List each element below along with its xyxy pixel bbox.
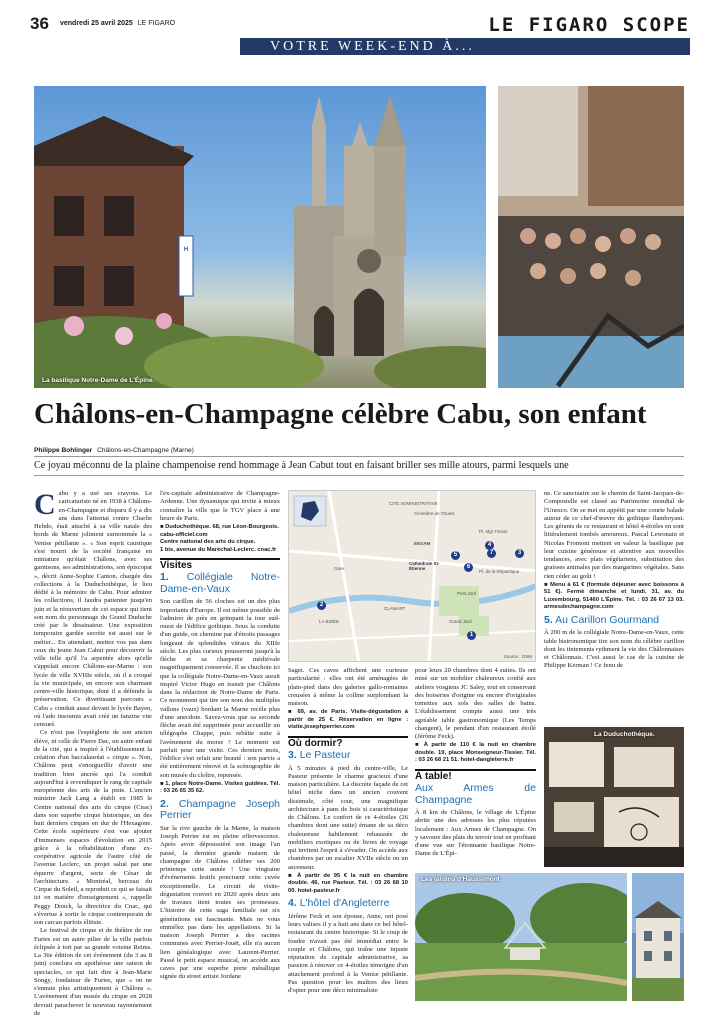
map-label: CITÉ ADMINISTRATIVE [389,501,438,506]
section-3-heading [288,750,408,762]
map-pin-1: 1 [467,631,476,640]
col1-paragraph-1: abu y a usé ses crayons. Le caricaturiste né en 1938 à Châlons-en-Champagne et disparu il y a dix ans dans l'attentat contre Charlie Hebdo, était attaché à sa ville natale des bords de Marne joliment surnommée la « Venise pétillante ». « Son esprit caustique s'est nourri de la société française en miniature qu'était Châlons, avec ses garnisons, ses administrations, son épiscopat », décrit Anne-Sophie Canton, chargée des collections à la Duduchothèque, le lieu dédié à la mémoire de Cabu. Pour admirer les collections, il faudra patienter jusqu'en juin et la réouverture de cet espace qui tient son nom du personnage du Grand Duduche créé par le dessinateur. Une exposition temporaire gardée secrète est aussi sur le métier... En attendant, mettez vos pas dans ceux du jeune Jean Cabut pour découvrir la ville telle qu'il l'a arpentée alors qu'elle s'appelait encore Châlons-sur-Marne : son lycée de ville XVIIIe siècle, où il a croqué la vie municipale, en encore son charmant centre-ville historique, dont il a défendu la préservation. Ce divertissant parcours « Cabu » conduit aussi devant le lycée Bayen, où l'ado insoumis avait créé un fanzine vite censuré. [34,490,152,728]
house-illustration [632,873,684,1001]
map-pin-3: 3 [515,549,524,558]
section-2-text: Sur la rive gauche de la Marne, la maison Joseph Perrier est en pleine effervescence. Après avoir dépoussiéré son image l'an passé, la dernière grande maison de champagne de Châlons célèbre ses 200 printemps cette année ! Une vingtaine d'événements festifs ponctuent cette cuvée exceptionnelle. Le circuit de visite-dégustation rouvert en 2020 après deux ans de travaux tient toutes ses promesses. L'histoire de cette saga familiale sur six générations est fascinante. Mais ne vous emmêlez pas dans les appellations. Si la maison Joseph Perrier a des racines communes avec Perrier-Jouët, elle n'a aucun lien généalogique avec Laurent-Perrier. Passé le petit espace musical, on accède aux caves par une superbe porte métallique signée du street artiste Jordane [160,824,280,981]
page-number: 36 [30,14,49,33]
brand-title: LE FIGARO SCOPE [488,14,690,36]
address-link: cabu-officiel.com [160,531,208,538]
map-pin-7: 7 [487,549,496,558]
duduchotheque-caption: La Duduchothèque. [594,731,655,738]
main-photo-caption: La basilique Notre-Dame de L'Épine. [42,377,155,384]
ou-dormir-kicker: Où dormir? [288,736,408,748]
section-2-heading [160,799,280,822]
col5-paragraph-1: ne. Ce sanctuaire sur le chemin de Saint-Jacques-de-Compostelle est classé au Patrimoine mondial de l'Unesco. On se met en appétit par une courte balade autour de ce chef-d'œuvre du gothique flamboyant. Les gérants de ce restaurant et hôtel 4-étoiles en sont littéralement tombés amoureux. Pascal Lewonain et Nicolas Fromont mettent en valeur la basilique par leur cuisine généreuse et attentive aux nouvelles tendances, avec plats végétariens, substitution des graisses animales par des margarines végétales. Sans rien céder au goût ! [544,490,684,580]
col1-paragraph-3: Le festival de cirque et de théâtre de rue Furies est un autre pilier de la ville parfois éclipsée à tort par sa grande voisine Reims. La 36e édition de cet événement (du 3 au 8 juin) conclura en apothéose une saison de spectacles, ce qui fait dire à Jean-Marie Songy, fondateur de Furies, que « on ne s'ennuie plus artistiquement à Châlons ». L'avènement d'un musée du cirque en 2028 devrait parachever le nouveau rayonnement de [34,927,152,1016]
section-number: 4. [288,897,297,910]
header-band [240,38,690,55]
section-title: Au Carillon Gourmand [555,613,659,626]
section-1-address: ■ 1, place Notre-Dame. Visites guidées. Tél. : 03 26 65 35 62. [160,780,280,795]
paper-name: LE FIGARO [137,20,176,27]
angleterre-address: ■ À partir de 110 € la nuit en chambre double. 19, place Monseigneur-Tissier. Tél. : 03 26 68 21 51. hotel-dangleterre.fr [415,742,536,764]
joseph-perrier-address: ■ 69, av. de Paris. Visite-dégustation à partir de 25 €. Réservation en ligne : visite.josephperrier.com [288,709,408,731]
standfirst: Ce joyau méconnu de la plaine champenoise rend hommage à Jean Cabut tout en faisant briller ses mille atours, parmi lesquels une [34,460,569,471]
date-text: vendredi 25 avril 2025 [60,20,133,27]
map-label: Cimetière de l'Ouest [414,511,455,516]
map-label: CLAMART [384,606,406,611]
city-map [288,490,536,662]
duduchotheque-address [160,524,280,554]
standfirst-rule-bottom [34,475,684,476]
page-header [30,14,690,58]
section-title: Champagne Joseph Perrier [160,797,280,822]
map-label: LA BIDÉE [319,619,340,624]
map-pin-6: 6 [464,563,473,572]
section-number: 5. [544,613,553,626]
section-3-text: À 5 minutes à pied du centre-ville, Le Pasteur présente le charme gracieux d'une maison particulière. La discrète façade de cet hôtel niche dans un ancien couvent dissimule, côté cour, une magnifique architecture à pans de bois si caractéristique de Châlons. Le confort de ce 4-étoiles (26 chambres dont une suite) émane de sa déco chaleureuse habilement rehaussée de mobiliers exotiques ou de livres de voyage qui invitent l'esprit à s'évader. On accède aux chambres par un escalier XVIIe siècle ou un ascenseur. [288,764,408,871]
duduchotheque-photo [544,727,684,867]
section-number: 2. [160,797,169,810]
column-5 [544,490,684,725]
standfirst-rule [34,456,684,457]
byline [34,447,194,454]
jardins-illustration [415,873,627,1001]
section-title: Le Pasteur [299,749,351,761]
col2-paragraph-1: l'ex-capitale administrative de Champagne-Ardenne. Une dynamique qui invite à mieux connaître la ville que le TGV place à une heure de Paris. [160,490,280,522]
house-photo [632,873,684,1001]
map-pin-5: 5 [451,551,460,560]
map-label: Cathédrale St-Étienne [409,561,440,571]
section-4-heading [288,898,408,910]
jardins-photo [415,873,627,1001]
dropcap: C [34,490,56,521]
column-1 [34,490,152,1016]
section-number: 1. [160,571,169,584]
map-label: Grand Jard [449,619,472,624]
basilica-photo [34,86,486,388]
map-drawing [289,491,536,662]
column-2 [160,490,280,1016]
jardins-caption: Les jardins d'Haussimont. [421,876,502,883]
col3-paragraph-1: Saget. Ces caves affichent une curieuse particularité : elles ont été aménagées de plain-pied dans des galeries gallo-romaines creusées à même la colline surplombant la maison. [288,667,408,707]
address-line: ■ Duduchothèque. 68, rue Léon-Bourgeois. [160,524,279,530]
address-line: Centre national des arts du cirque. [160,539,256,545]
col4-paragraph-1: pour leurs 20 chambres dont 4 suites. Ils ont misé sur un mobilier chaleureux confié aux ateliers vosgiens JC Saley, tout en conservant des boiseries d'origine ou encore d'originales tomettes aux sols des salles de bains. L'établissement compte aussi une très agréable table gastronomique (Les Temps changent), le pendant d'un restaurant étoilé (Jérôme Feck). [415,667,536,740]
visites-kicker: Visites [160,558,280,570]
section-3-address: ■ À partir de 95 € la nuit en chambre double. 46, rue Pasteur. Tél. : 03 26 68 10 00. hotel-pasteur.fr [288,872,408,894]
author-name: Philippe Bohlinger [34,447,93,454]
column-4 [415,667,536,872]
author-place: Châlons-en-Champagne (Marne) [97,447,194,454]
armes-champagne-address: ■ Menu à 61 € (formule déjeuner avec boissons à 51 €). Fermé dimanche et lundi. 31, av. du Luxembourg, 51460 L'Épine. Tél. : 03 26 67 13 03. armesdechampagne.com [544,581,684,611]
map-label: Gare [334,566,345,571]
section-number: 3. [288,749,297,761]
band-text: VOTRE WEEK-END À... [270,39,475,54]
circus-photo [498,86,684,388]
map-label: Pl. Mgr Tissier [479,529,508,534]
circus-illustration [498,86,684,388]
duduchotheque-illustration [544,727,684,867]
hotel-sign-letter: H [183,247,189,253]
column-3 [288,667,408,1016]
basilica-illustration [34,86,486,388]
headline: Châlons-en-Champagne célèbre Cabu, son enfant [34,398,647,430]
section-6-heading [544,615,684,627]
section-title: Collégiale Notre-Dame-en-Vaux [160,571,280,595]
map-label: ENSAM [414,541,431,546]
map-label: Pl. de la République [479,569,520,574]
date-line [60,20,175,27]
map-pin-4: 4 [485,541,494,550]
section-title: L'hôtel d'Angleterre [299,897,390,910]
section-1-text: Son carillon de 56 cloches est un des plus importants d'Europe. Il est même possible de l'admirer de près en grimpant la tour sud-ouest de l'édifice gothique. Sous la conduite d'un guide, on chemine par d'étroits passages longeant de splendides vitraux du XIIIe siècle. Les plus curieux pousseront jusqu'à la flèche et sa charpente médiévale magnifiquement conservée. Il se chuchote ici que la collégiale Notre-Dame-en-Vaux aurait inspiré Victor Hugo en transit par Châlons dans la rédaction de Notre-Dame de Paris. Ce monument qui tire son nom des multiples vallons (vaux) bordant la Marne recèle plus d'une anecdote. Savez-vous que sa seconde flèche avait été supprimée pour accueillir un télégraphe Chappe, puis rebâtie suite à l'avènement du morse ? Le moment est parfait pour une visite. Ces derniers mois, l'édifice s'est refait une beauté : son parvis a été entièrement rénové et la scénographie de son musée du cloître, repensée. [160,598,280,779]
map-source: Source : OSM [503,654,532,659]
section-4-text: Jérôme Feck et son épouse, Anne, ont posé leurs valises il y a huit ans dans ce bel hôtel-restaurant du centre historique. Si le coup de foudre n'avait pas été immédiat entre le couple et Châlons, qui traîne une injuste réputation de capitale administrative, sa passion à rénover ce 4-étoiles témoigne d'un attachement profond à la Venise pétillante. Pas question pour les maîtres des lieux d'opter pour une déco minimaliste [288,912,408,994]
section-1-heading [160,572,280,595]
section-6-text: À 200 m de la collégiale Notre-Dame-en-Vaux, cette table bistronomique tire son nom du célèbre carillon dont les tintements rythment la vie des Châlonnaises et Châlonnais. C'est aussi le cas de la cuisine de Philippe Kerman ! Ce fenu de [544,629,684,670]
col1-paragraph-2: Ce n'est pas l'espièglerie de son ancien élève, ni celle de Pierre Dac, un autre enfant de la cité, qui a inspiré à l'établissement la création d'un baccalauréat « cirque ». Non, Châlons peut s'enorgueillir d'avoir une tradition bien ancrée qui l'a conduit aujourd'hui à revendiquer le rang de capitale européenne des arts de la piste. L'ancien ministre Jack Lang a établi en 1985 le Centre national des arts du cirque (Cnac) dans son superbe cirque historique, un des huit derniers cirques en dur de l'Hexagone. Cette école supérieure s'est vue ajouter d'immenses espaces d'évolution en 2015 grâce à la réhabilitation d'une ex-coopérative agricole de l'autre côté de l'avenue Leclerc, un projet salué par une équerre d'argent, sorte de César de l'architecture. « Montréal, berceau du Cirque du Soleil, a reproduit ce qui se faisait ici en matière d'enseignement », rappelle Peggy Donck, la directrice du Cnac, qui s'évertue à sortir le cirque contemporain de son carcan parfois élitiste. [34,729,152,926]
a-table-kicker: À table! [415,769,536,781]
address-line: 1 bis, avenue du Maréchal-Leclerc. cnac.fr [160,546,277,553]
map-label: Petit Jard [457,591,477,596]
section-5-text: À 8 km de Châlons, le village de L'Épine abrite une des adresses les plus réputées localement : Aux Armes de Champagne. On y savoure des plats du terroir tout en profitant d'une vue sur l'étonnante basilique Notre-Dame de L'Épi- [415,809,536,858]
map-pin-2: 2 [317,601,326,610]
section-5-heading: Aux Armes de Champagne [415,782,536,806]
